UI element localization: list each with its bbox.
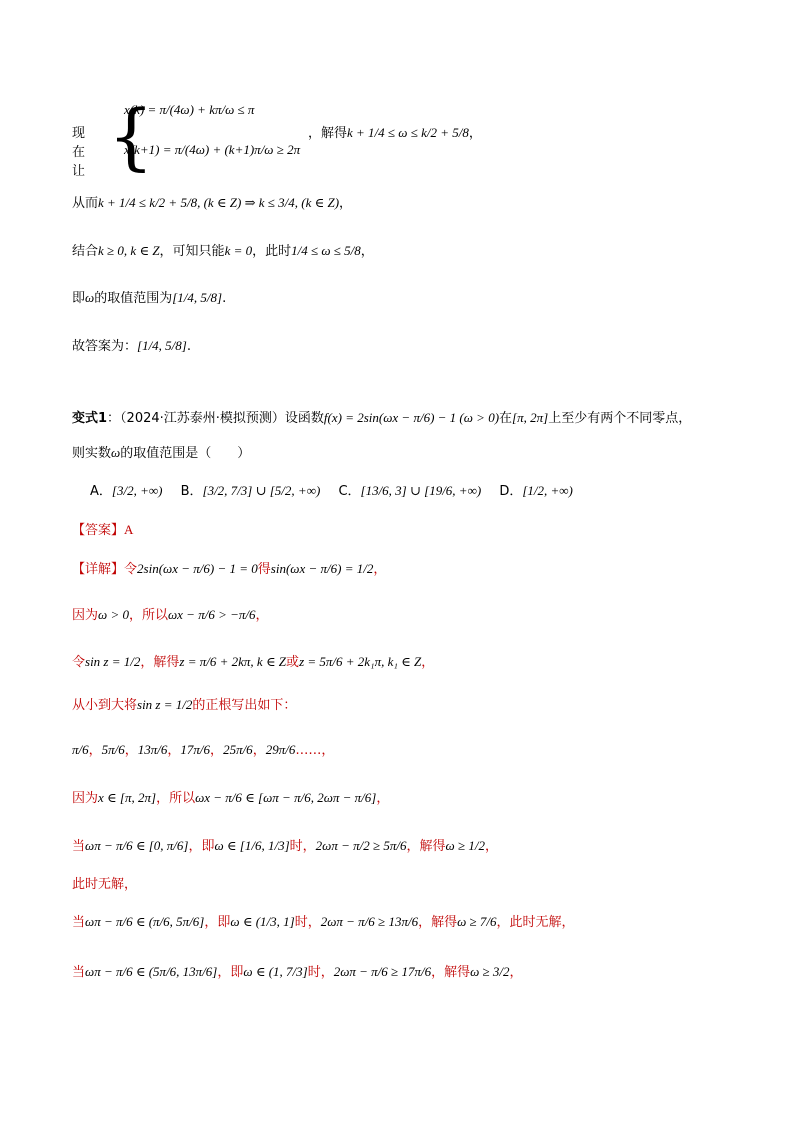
line3-mid: ，可知只能 (159, 244, 225, 259)
detail-line-9: 当ωπ − π/6 ∈ (π/6, 5π/6]，即ω ∈ (1/3, 1]时，2ωπ − π/6 ≥ 13π/6，解得ω ≥ 7/6，此时无解， (72, 914, 575, 930)
detail-line-4: 从小到大将sin z = 1/2的正根写出如下： (72, 697, 297, 713)
line2-prefix: 从而 (72, 196, 99, 211)
answer-value: A (124, 522, 134, 537)
variant-line-2 (72, 443, 250, 464)
option-b[interactable]: B．[3/2, 7/3] ∪ [5/2, +∞) (180, 483, 321, 499)
root-item: 17π/6 (180, 742, 211, 757)
variant-line2-tail: 的取值范围是（ ） (120, 446, 251, 461)
line4-prefix: 即 (72, 291, 86, 306)
line-answer-top: 故答案为：[1/4, 5/8]. (72, 338, 191, 354)
line5-text: 故答案为： (72, 339, 138, 354)
solve-text: ，解得 (308, 126, 348, 141)
detail-line-1: 【详解】令2sin(ωx − π/6) − 1 = 0得sin(ωx − π/6) = 1/2， (72, 561, 387, 577)
variant-label: 变式1 (72, 411, 108, 426)
line3-then: ，此时 (252, 244, 292, 259)
solve-expr: k + 1/4 ≤ ω ≤ k/2 + 5/8 (347, 125, 469, 140)
root-item: 13π/6 (137, 742, 168, 757)
detail-label: 【详解】 (72, 562, 125, 577)
detail-line-7: 当ωπ − π/6 ∈ [0, π/6]，即ω ∈ [1/6, 1/3]时，2ωπ − π/2 ≥ 5π/6，解得ω ≥ 1/2， (72, 838, 498, 854)
line3-cond: k ≥ 0, k ∈ Z (98, 243, 160, 258)
line-range: 即ω的取值范围为[1/4, 5/8]. (72, 290, 227, 306)
variant-omega: ω (111, 445, 121, 460)
line4-omega: ω (85, 290, 95, 305)
line-thus: 从而k + 1/4 ≤ k/2 + 5/8, (k ∈ Z) ⇒ k ≤ 3/4, (k ∈ Z)， (72, 195, 353, 211)
detail-line-10: 当ωπ − π/6 ∈ (5π/6, 13π/6]，即ω ∈ (1, 7/3]时，2ωπ − π/6 ≥ 17π/6，解得ω ≥ 3/2， (72, 964, 523, 980)
option-d[interactable]: D．[1/2, +∞) (499, 483, 573, 499)
detail-line-8: 此时无解， (72, 877, 138, 892)
answer-line (72, 520, 133, 541)
line-combine: 结合k ≥ 0, k ∈ Z，可知只能k = 0，此时1/4 ≤ ω ≤ 5/8， (72, 243, 374, 259)
line3-k: k = 0 (224, 243, 253, 258)
detail-line-6: 因为x ∈ [π, 2π]，所以ωx − π/6 ∈ [ωπ − π/6, 2ωπ − π/6]， (72, 790, 390, 806)
left-brace: { (108, 94, 154, 178)
option-c[interactable]: C．[13/6, 3] ∪ [19/6, +∞) (338, 483, 482, 499)
variant-mid: 在 (499, 411, 513, 426)
root-item: π/6 (72, 742, 89, 757)
detail-line-2: 因为ω > 0，所以ωx − π/6 > −π/6， (72, 607, 269, 623)
line4-text: 的取值范围为 (94, 291, 173, 306)
line3-expr: 1/4 ≤ ω ≤ 5/8 (291, 243, 361, 258)
solve-line (308, 122, 482, 141)
variant-tail: 上至少有两个不同零点， (548, 411, 692, 426)
variant-source: ：（2024·江苏泰州·模拟预测）设函数 (107, 411, 324, 426)
variant-line-1 (72, 408, 691, 429)
root-item: 5π/6 (101, 742, 125, 757)
intro-text: 现在让 (72, 126, 86, 179)
system-row-1: x(k) = π/(4ω) + kπ/ω ≤ π (124, 102, 255, 117)
variant-line2-text: 则实数 (72, 446, 112, 461)
variant-interval: [π, 2π] (512, 410, 549, 425)
root-item: 29π/6 (265, 742, 296, 757)
root-item: 25π/6 (223, 742, 253, 757)
line3-prefix: 结合 (72, 244, 99, 259)
option-a[interactable]: A．[3/2, +∞) (90, 483, 163, 499)
line5-range: [1/4, 5/8] (137, 338, 187, 353)
roots-list: π/6，5π/6，13π/6，17π/6，25π/6，29π/6……， (72, 742, 335, 758)
variant-function: f(x) = 2sin(ωx − π/6) − 1 (ω > 0) (323, 410, 500, 425)
line2-expr: k + 1/4 ≤ k/2 + 5/8, (k ∈ Z) ⇒ k ≤ 3/4, (k ∈ Z) (98, 195, 340, 210)
system-row-2: x(k+1) = π/(4ω) + (k+1)π/ω ≥ 2π (124, 142, 301, 157)
options-row (90, 481, 587, 502)
solve-comma: ， (468, 126, 482, 141)
detail-line-3: 令sin z = 1/2，解得z = π/6 + 2kπ, k ∈ Z或z = 5π/6 + 2k₁π, k₁ ∈ Z， (72, 654, 435, 670)
answer-label: 【答案】 (72, 523, 125, 538)
line4-range: [1/4, 5/8] (172, 290, 223, 305)
